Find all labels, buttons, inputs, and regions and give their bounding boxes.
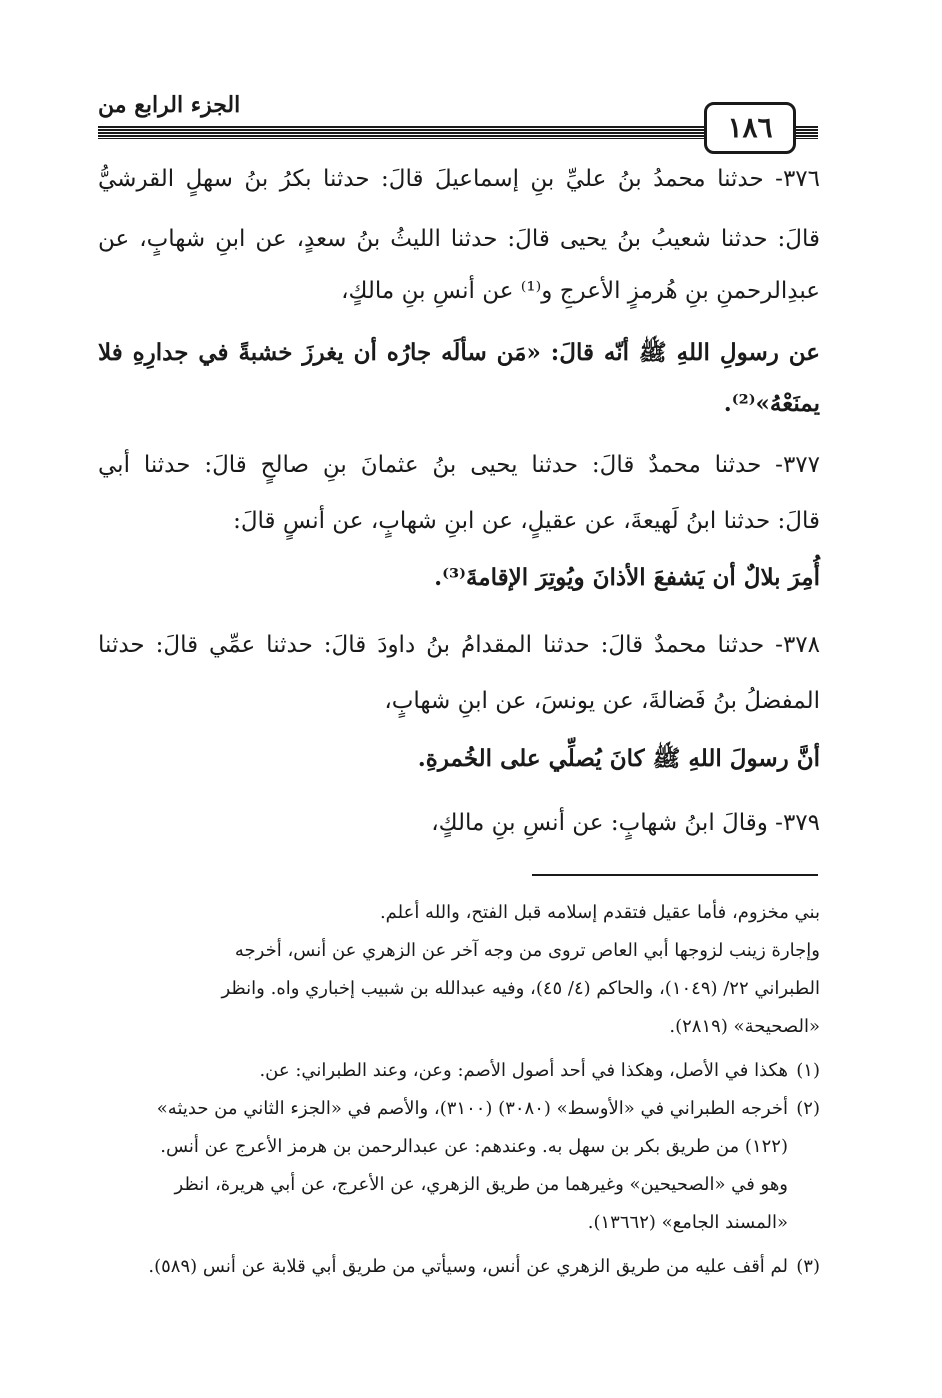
footnote-line: [98, 978, 820, 999]
text-line: عبدِالرحمنِ بنِ هُرمزٍ الأعرجِ و⁽¹⁾ عن أنسِ بنِ مالكٍ،: [341, 278, 820, 304]
text-line: قالَ: حدثنا شعيبُ بنُ يحيى قالَ: حدثنا الليثُ بنُ سعدٍ، عن ابنِ شهابٍ، عن: [98, 226, 820, 252]
footnote-text: «المسند الجامع» (١٣٦٦٢).: [587, 1212, 788, 1233]
footnote-text: «الصحيحة» (٢٨١٩).: [669, 1016, 820, 1037]
text-line: أنَّ رسولَ اللهِ ﷺ كانَ يُصلِّي على الخُمرةِ.: [417, 745, 820, 772]
footnote-text: (١٢٢) من طريق بكر بن سهل به. وعندهم: عن عبدالرحمن بن هرمز الأعرج عن أنس.: [160, 1136, 788, 1157]
footnote-line: [98, 1174, 820, 1195]
footnote-text: أخرجه الطبراني في «الأوسط» (٣٠٨٠) (٣١٠٠)، والأصم في «الجزء الثاني من حديثه»: [156, 1098, 788, 1119]
text-line: ٣٧٨- حدثنا محمدٌ قالَ: حدثنا المقدامُ بنُ داودَ قالَ: حدثنا عمِّي قالَ: حدثنا: [98, 632, 820, 658]
footnote-number: (٣): [796, 1256, 820, 1277]
footnote-text: الطبراني ٢٢/ (١٠٤٩)، والحاكم (٤/ ٤٥)، وفيه عبدالله بن شبيب إخباري واه. وانظر: [221, 978, 820, 999]
footnote-text: بني مخزوم، فأما عقيل فتقدم إسلامه قبل الفتح، والله أعلم.: [379, 902, 820, 923]
text-line: المفضلُ بنُ فَضالةَ، عن يونسَ، عن ابنِ شهابٍ،: [384, 688, 820, 714]
footnote-line: [98, 1136, 820, 1157]
footnote-item: [98, 1256, 820, 1277]
footnote-item: [98, 1098, 820, 1119]
header-rule: [98, 126, 704, 139]
footnote-line: [98, 940, 820, 961]
footnote-line: [98, 902, 820, 923]
footnote-separator: [532, 874, 818, 876]
text-line: ٣٧٩- وقالَ ابنُ شهابٍ: عن أنسِ بنِ مالكٍ،: [431, 810, 820, 836]
text-line: يمنَعْهُ»⁽²⁾.: [723, 390, 820, 417]
running-header-title: الجزء الرابع من: [98, 92, 241, 118]
footnote-line: [98, 1016, 820, 1037]
text-line: ٣٧٧- حدثنا محمدٌ قالَ: حدثنا يحيى بنُ عثمانَ بنِ صالحٍ قالَ: حدثنا أبي: [98, 452, 820, 478]
header-rule-right: [796, 126, 818, 139]
text-line: ٣٧٦- حدثنا محمدُ بنُ عليِّ بنِ إسماعيلَ قالَ: حدثنا بكرُ بنُ سهلٍ القرشيُّ: [98, 166, 820, 192]
footnote-text: هكذا في الأصل، وهكذا في أحد أصول الأصم: وعن، وعند الطبراني: عن.: [259, 1060, 788, 1081]
text-line: أُمِرَ بلالٌ أن يَشفعَ الأذانَ ويُوتِرَ الإقامةَ⁽³⁾.: [434, 564, 820, 591]
footnote-item: [98, 1060, 820, 1081]
footnote-number: (١): [796, 1060, 820, 1081]
text-line: قالَ: حدثنا ابنُ لَهيعةَ، عن عقيلٍ، عن ابنِ شهابٍ، عن أنسٍ قالَ:: [233, 508, 820, 534]
footnote-text: لم أقف عليه من طريق الزهري عن أنس، وسيأتي من طريق أبي قلابة عن أنس (٥٨٩).: [148, 1256, 788, 1277]
footnote-text: وإجارة زينب لزوجها أبي العاص تروى من وجه آخر عن الزهري عن أنس، أخرجه: [234, 940, 820, 961]
footnote-text: وهو في «الصحيحين» وغيرهما من طريق الزهري، عن الأعرج، عن أبي هريرة، انظر: [174, 1174, 788, 1195]
footnote-number: (٢): [796, 1098, 820, 1119]
page-number-badge: ١٨٦: [704, 102, 796, 154]
footnote-line: [98, 1212, 820, 1233]
text-line: عن رسولِ اللهِ ﷺ أنّه قالَ: «مَن سألَه جارُه أن يغرزَ خشبةً في جدارِهِ فلا: [98, 339, 820, 366]
